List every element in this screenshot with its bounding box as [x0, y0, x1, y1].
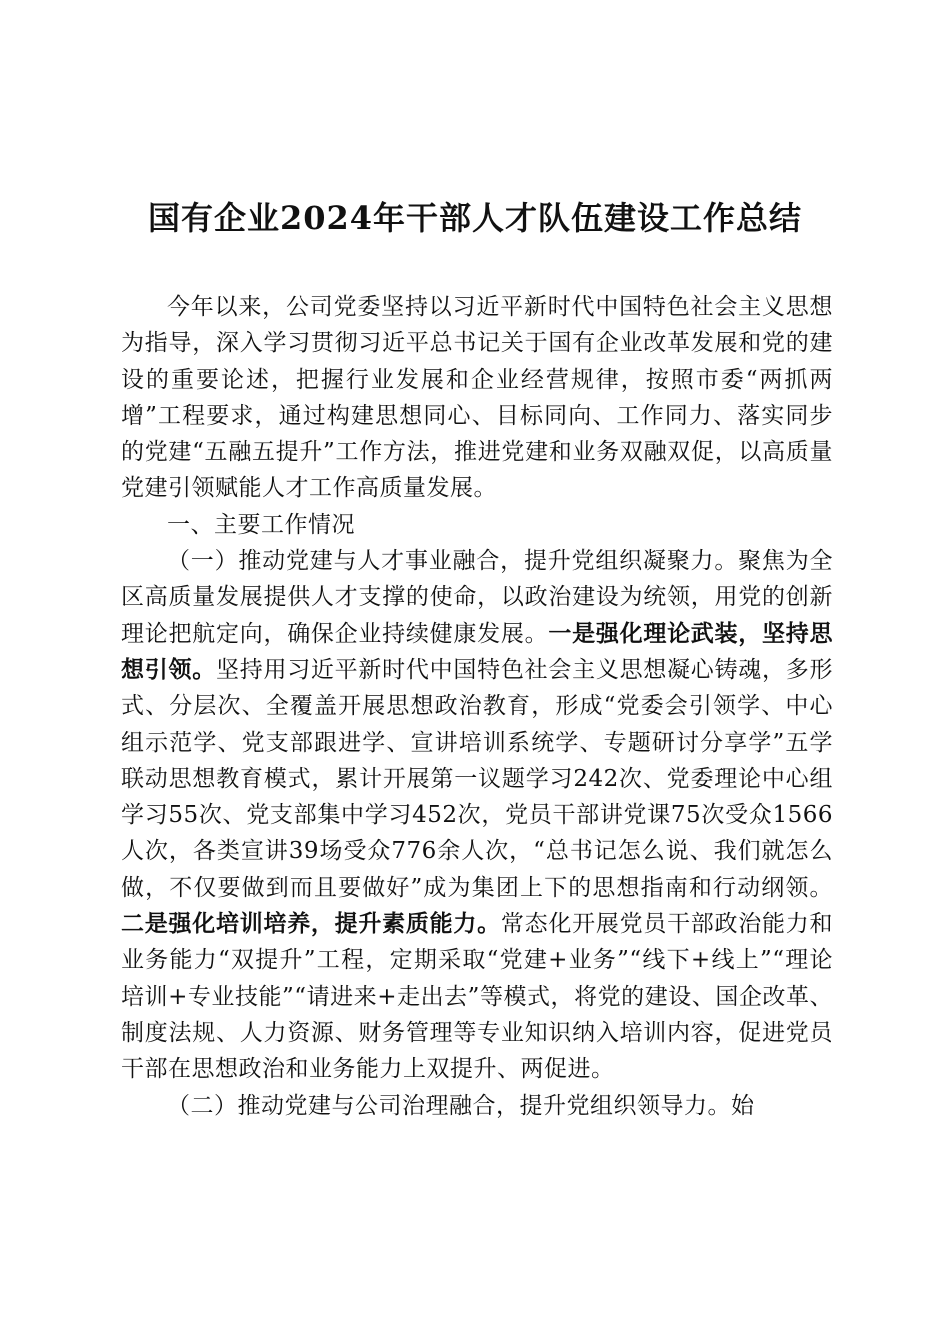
subheading-party-governance: （二）推动党建与公司治理融合，提升党组织领导力。 [167, 1092, 731, 1119]
intro-paragraph: 今年以来，公司党委坚持以习近平新时代中国特色社会主义思想为指导，深入学习贯彻习近平总书记关于国有企业改革发展和党的建设的重要论述，把握行业发展和企业经营规律，按照市委“两抓两增”工程要求，通过构建思想同心、目标同向、工作同力、落实同步的党建“五融五提升”工作方法，推进党建和业务双融双促，以高质量党建引领赋能人才工作高质量发展。 [121, 294, 833, 502]
text-party-talent-intro: 聚焦为全区高质量发展提供人才支撑的使命，以政治建设为统领，用党的创新理论把航定向，确保企业持续健康发展。 [121, 548, 834, 647]
point-one-text: 坚持用习近平新时代中国特色社会主义思想凝心铸魂，多形式、分层次、全覆盖开展思想政治教育，形成“党委会引领学、中心组示范学、党支部跟进学、宣讲培训系统学、专题研讨分享学”五学联动思想教育模式，累计开展第一议题学习242次、党委理论中心组学习55次、党支部集中学习452次，党员干部讲党课75次受众1566人次，各类宣讲39场受众776余人次，“总书记怎么说、我们就怎么做，不仅要做到而且要做好”成为集团上下的思想指南和行动纲领。 [121, 656, 834, 901]
document-body [121, 289, 833, 1124]
section-heading-main-work: 一、主要工作情况 [167, 511, 355, 538]
paragraph-party-governance-integration [121, 1088, 833, 1124]
document-title: 国有企业2024年干部人才队伍建设工作总结 [147, 199, 803, 237]
paragraph-party-talent-integration [121, 543, 833, 1087]
point-two-text: 常态化开展党员干部政治能力和业务能力“双提升”工程，定期采取“党建+业务”“线下+线上”“理论培训+专业技能”“请进来+走出去”等模式，将党的建设、国企改革、制度法规、人力资源、财务管理等专业知识纳入培训内容，促进党员干部在思想政治和业务能力上双提升、两促进。 [121, 911, 834, 1083]
point-two-heading: 二是强化培训培养，提升素质能力。 [121, 910, 501, 938]
subheading-party-talent: （一）推动党建与人才事业融合，提升党组织凝聚力。 [167, 548, 739, 575]
text-party-governance-intro: 始 [731, 1092, 755, 1119]
point-one-heading: 一是强化理论武装，坚持思想引领。 [121, 619, 834, 683]
